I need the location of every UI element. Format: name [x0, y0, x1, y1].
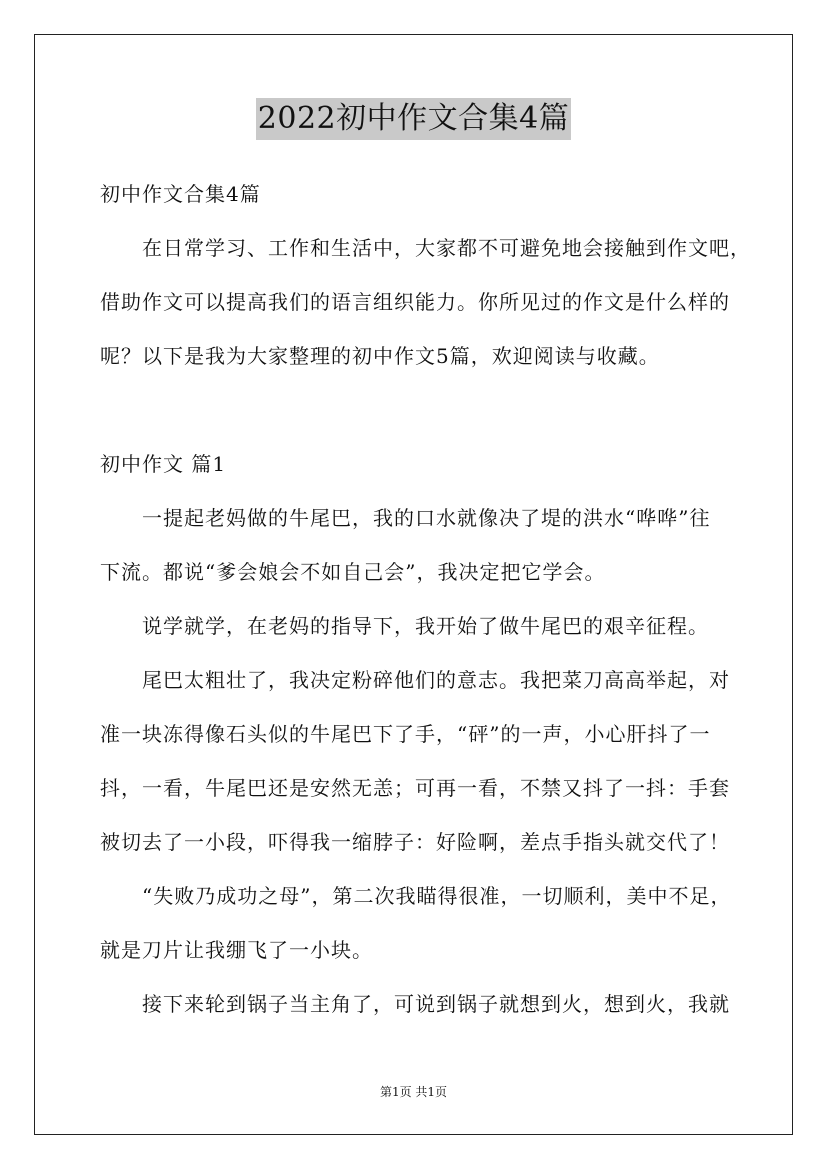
body-line-10: 接下来轮到锅子当主角了，可说到锅子就想到火，想到火，我就	[100, 992, 730, 1016]
body-line-6: 抖，一看，牛尾巴还是安然无恙；可再一看，不禁又抖了一抖：手套	[100, 776, 730, 800]
intro-line-2: 借助作文可以提高我们的语言组织能力。你所见过的作文是什么样的	[100, 290, 730, 314]
section-heading: 初中作文 篇1	[100, 452, 227, 476]
body-line-3: 说学就学，在老妈的指导下，我开始了做牛尾巴的艰辛征程。	[100, 614, 709, 638]
body-line-8: “失败乃成功之母”，第二次我瞄得很准，一切顺利，美中不足，	[100, 884, 732, 908]
body-line-7: 被切去了一小段，吓得我一缩脖子：好险啊，差点手指头就交代了！	[100, 830, 730, 854]
page-footer: 第1页 共1页	[379, 1085, 448, 1099]
body-line-2: 下流。都说“爹会娘会不如自己会”，我决定把它学会。	[100, 560, 606, 584]
intro-line-3: 呢？以下是我为大家整理的初中作文5篇，欢迎阅读与收藏。	[100, 344, 660, 368]
intro-line-1: 在日常学习、工作和生活中，大家都不可避免地会接触到作文吧，	[100, 236, 751, 260]
body-line-9: 就是刀片让我绷飞了一小块。	[100, 938, 373, 962]
document-title-wrap	[0, 98, 827, 140]
document-title: 2022初中作文合集4篇	[256, 98, 571, 140]
body-line-1: 一提起老妈做的牛尾巴，我的口水就像决了堤的洪水“哗哗”往	[100, 506, 711, 530]
subtitle: 初中作文合集4篇	[100, 182, 261, 206]
body-line-4: 尾巴太粗壮了，我决定粉碎他们的意志。我把菜刀高高举起，对	[100, 668, 730, 692]
body-line-5: 准一块冻得像石头似的牛尾巴下了手，“砰”的一声，小心肝抖了一	[100, 722, 711, 746]
